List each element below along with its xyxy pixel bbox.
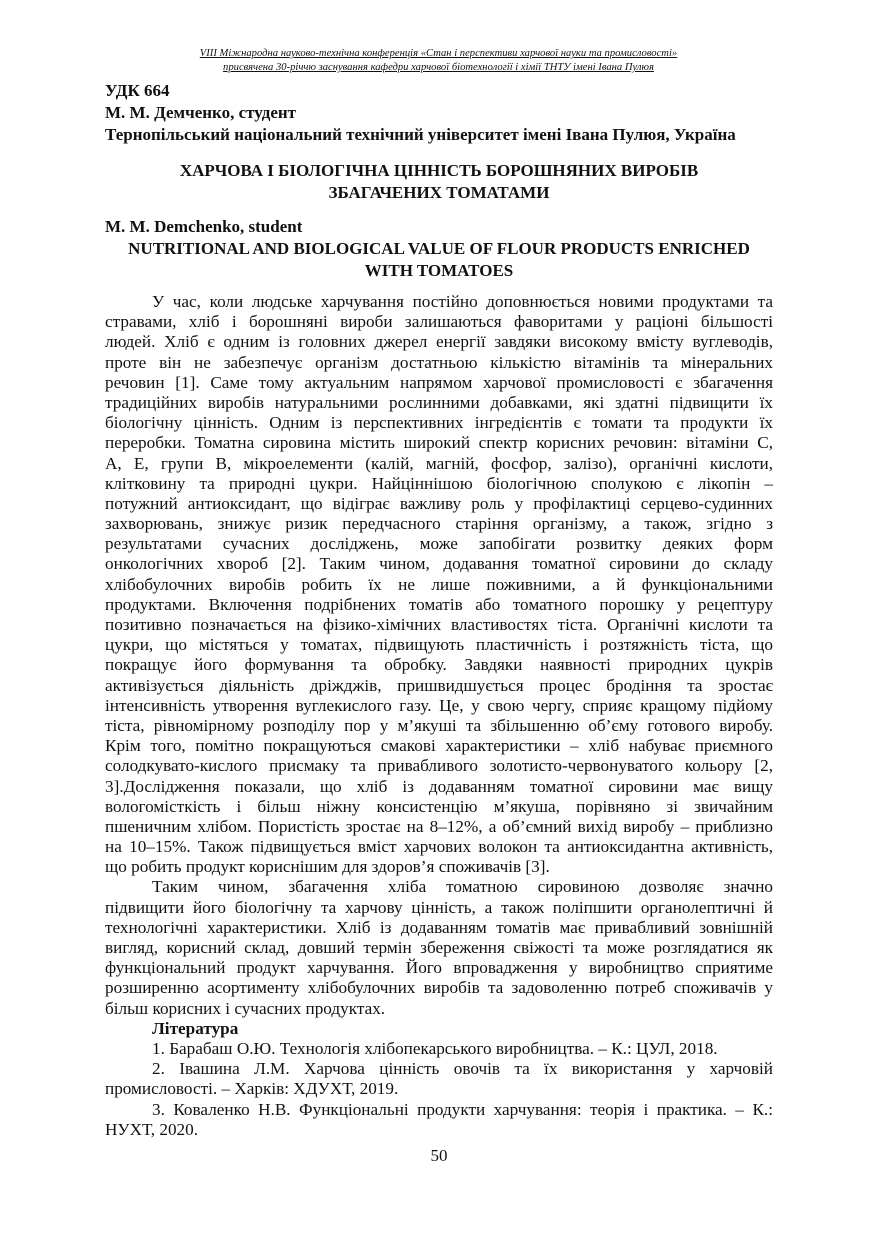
page-number: 50: [430, 1145, 448, 1165]
paragraph-1: [105, 292, 773, 877]
title-ua-line: ЗБАГАЧЕНИХ ТОМАТАМИ: [328, 183, 550, 202]
text-line: У час, коли людське харчування постійно доповнюється новими продуктами та: [152, 292, 773, 311]
text-line: А, Е, групи В, мікроелементи (калій, магній, фосфор, залізо), органічні кислоти,: [105, 453, 773, 473]
author-en: M. M. Demchenko, student: [105, 217, 303, 236]
affiliation: Тернопільський національний технічний університет імені Івана Пулюя, Україна: [105, 125, 736, 144]
text-line: онкологічних хвороб [2]. Таким чином, додавання томатної сировини до складу: [105, 554, 773, 574]
title-en-line: NUTRITIONAL AND BIOLOGICAL VALUE OF FLOUR PRODUCTS ENRICHED: [128, 239, 750, 258]
reference-item: [105, 1059, 773, 1099]
text-line: активізується діяльність дріжджів, пришвидшується процес бродіння та зростає: [105, 675, 773, 695]
reference-line: 2. Івашина Л.М. Харчова цінність овочів та їх використання у харчовій: [152, 1059, 773, 1079]
text-line: потужний антиоксидант, що відіграє важливу роль у профілактиці серцево-судинних: [105, 493, 773, 513]
text-line: традиційних виробів натуральними рослинними добавками, які здатні підвищити їх: [105, 392, 773, 412]
reference-line: промисловості. – Харків: ХДУХТ, 2019.: [105, 1079, 399, 1099]
text-line: технологічні характеристики. Хліб із додаванням томатів має привабливий зовнішній: [105, 917, 773, 937]
text-line: продуктами. Включення подрібнених томатів або томатного порошку у рецептуру: [105, 594, 773, 614]
text-line: покращує його формування та обробку. Завдяки наявності природних цукрів: [105, 655, 773, 675]
text-line: що робить продукт кориснішим для здоров’я споживачів [3].: [105, 857, 550, 877]
running-header: [0, 47, 877, 75]
reference-line: 3. Коваленко Н.В. Функціональні продукти харчування: теорія і практика. – К.:: [152, 1099, 773, 1119]
text-line: більш корисних і сучасних продуктах.: [105, 998, 386, 1018]
text-line: проте він не забезпечує організм достатньою кількістю вітамінів та мінеральних: [105, 352, 773, 372]
author-ua: М. М. Демченко, студент: [105, 103, 297, 122]
header-line-1: VIII Міжнародна науково-технічна конференція «Стан і перспективи харчової науки та промисловості»: [199, 48, 678, 59]
text-line: цукри, що містяться у томатах, підвищують пластичність і розтяжність тіста, що: [105, 635, 773, 655]
text-line: біологічну цінність. Одним із перспективних інгредієнтів є томати та продукти їх: [105, 413, 773, 433]
text-line: тіста, рівномірному розподілу пор у м’якуші та збільшенню об’єму готового виробу.: [105, 715, 773, 735]
text-line: вологомісткість і більш ніжну консистенцію м’якуша, порівняно зі звичайним: [105, 796, 773, 816]
reference-line: НУХТ, 2020.: [105, 1119, 199, 1139]
header-line-2: присвячена 30-річчю заснування кафедри харчової біотехнології і хімії ТНТУ імені Івана Пулюя: [223, 62, 654, 73]
article-meta: [105, 80, 736, 146]
text-line: інтенсивність утворення вуглекислого газу. Це, у свою чергу, сприяє кращому підйому: [105, 695, 773, 715]
text-line: розширенню асортименту хлібобулочних виробів та задоволенню потреб споживачів у: [105, 978, 773, 998]
text-line: переробки. Томатна сировина містить широкий спектр корисних речовин: вітаміни С,: [105, 433, 773, 453]
reference-line: 1. Барабаш О.Ю. Технологія хлібопекарського виробництва. – К.: ЦУЛ, 2018.: [152, 1038, 718, 1058]
text-line: вигляд, корисний склад, довший термін збереження свіжості та може розглядатися як: [105, 938, 773, 957]
title-ua: [105, 160, 773, 204]
text-line: захворювань, знижує ризик передчасного старіння організму, а також, згідно з: [105, 514, 773, 534]
text-line: результатами сучасних досліджень, може запобігати розвитку деяких форм: [105, 534, 773, 554]
text-line: Таким чином, збагачення хліба томатною сировиною дозволяє значно: [152, 877, 773, 897]
article-body: [105, 292, 773, 1166]
text-line: на 10–15%. Також підвищується вміст харчових волокон та антиоксидантна активність,: [105, 837, 773, 857]
title-en: [105, 238, 773, 282]
title-ua-line: ХАРЧОВА І БІОЛОГІЧНА ЦІННІСТЬ БОРОШНЯНИХ ВИРОБІВ: [179, 161, 699, 180]
text-line: стравами, хліб і борошняні вироби залишаються фаворитами у раціоні більшості: [105, 312, 773, 332]
text-line: хлібобулочних виробів робить їх не лише поживними, а й функціональними: [105, 574, 773, 594]
text-line: Крім того, помітно покращуються смакові характеристики – хліб набуває приємного: [105, 736, 773, 756]
text-line: людей. Хліб є одним із головних джерел енергії завдяки високому вмісту вуглеводів,: [105, 332, 773, 352]
references-section: [105, 1019, 773, 1140]
reference-item: [105, 1100, 773, 1140]
paragraph-2: [105, 877, 773, 1018]
udc-code: УДК 664: [105, 81, 170, 100]
text-line: підвищити його біологічну та харчову цінність, а також поліпшити органолептичні й: [105, 897, 773, 917]
text-line: функціональний продукт харчування. Його впровадження у виробництво сприятиме: [105, 958, 773, 978]
reference-item: [105, 1039, 773, 1059]
references-title: Література: [152, 1018, 239, 1038]
text-line: солодкувато-кислого присмаку та привабливого золотисто-червонуватого кольору [2,: [105, 756, 773, 776]
text-line: речовин [1]. Саме тому актуальним напрямом харчової промисловості є збагачення: [105, 372, 773, 392]
text-line: позитивно позначається на фізико-хімічних властивостях тіста. Органічні кислоти та: [105, 615, 773, 634]
text-line: клітковину та природні цукри. Найціннішою біологічною сполукою є лікопін –: [105, 473, 773, 493]
text-line: пшеничним хлібом. Пористість зростає на 8–12%, а об’ємний вихід виробу – приблизно: [105, 816, 773, 836]
title-en-line: WITH TOMATOES: [364, 261, 514, 280]
text-line: 3].Дослідження показали, що хліб із додаванням томатної сировини має вищу: [105, 776, 773, 796]
